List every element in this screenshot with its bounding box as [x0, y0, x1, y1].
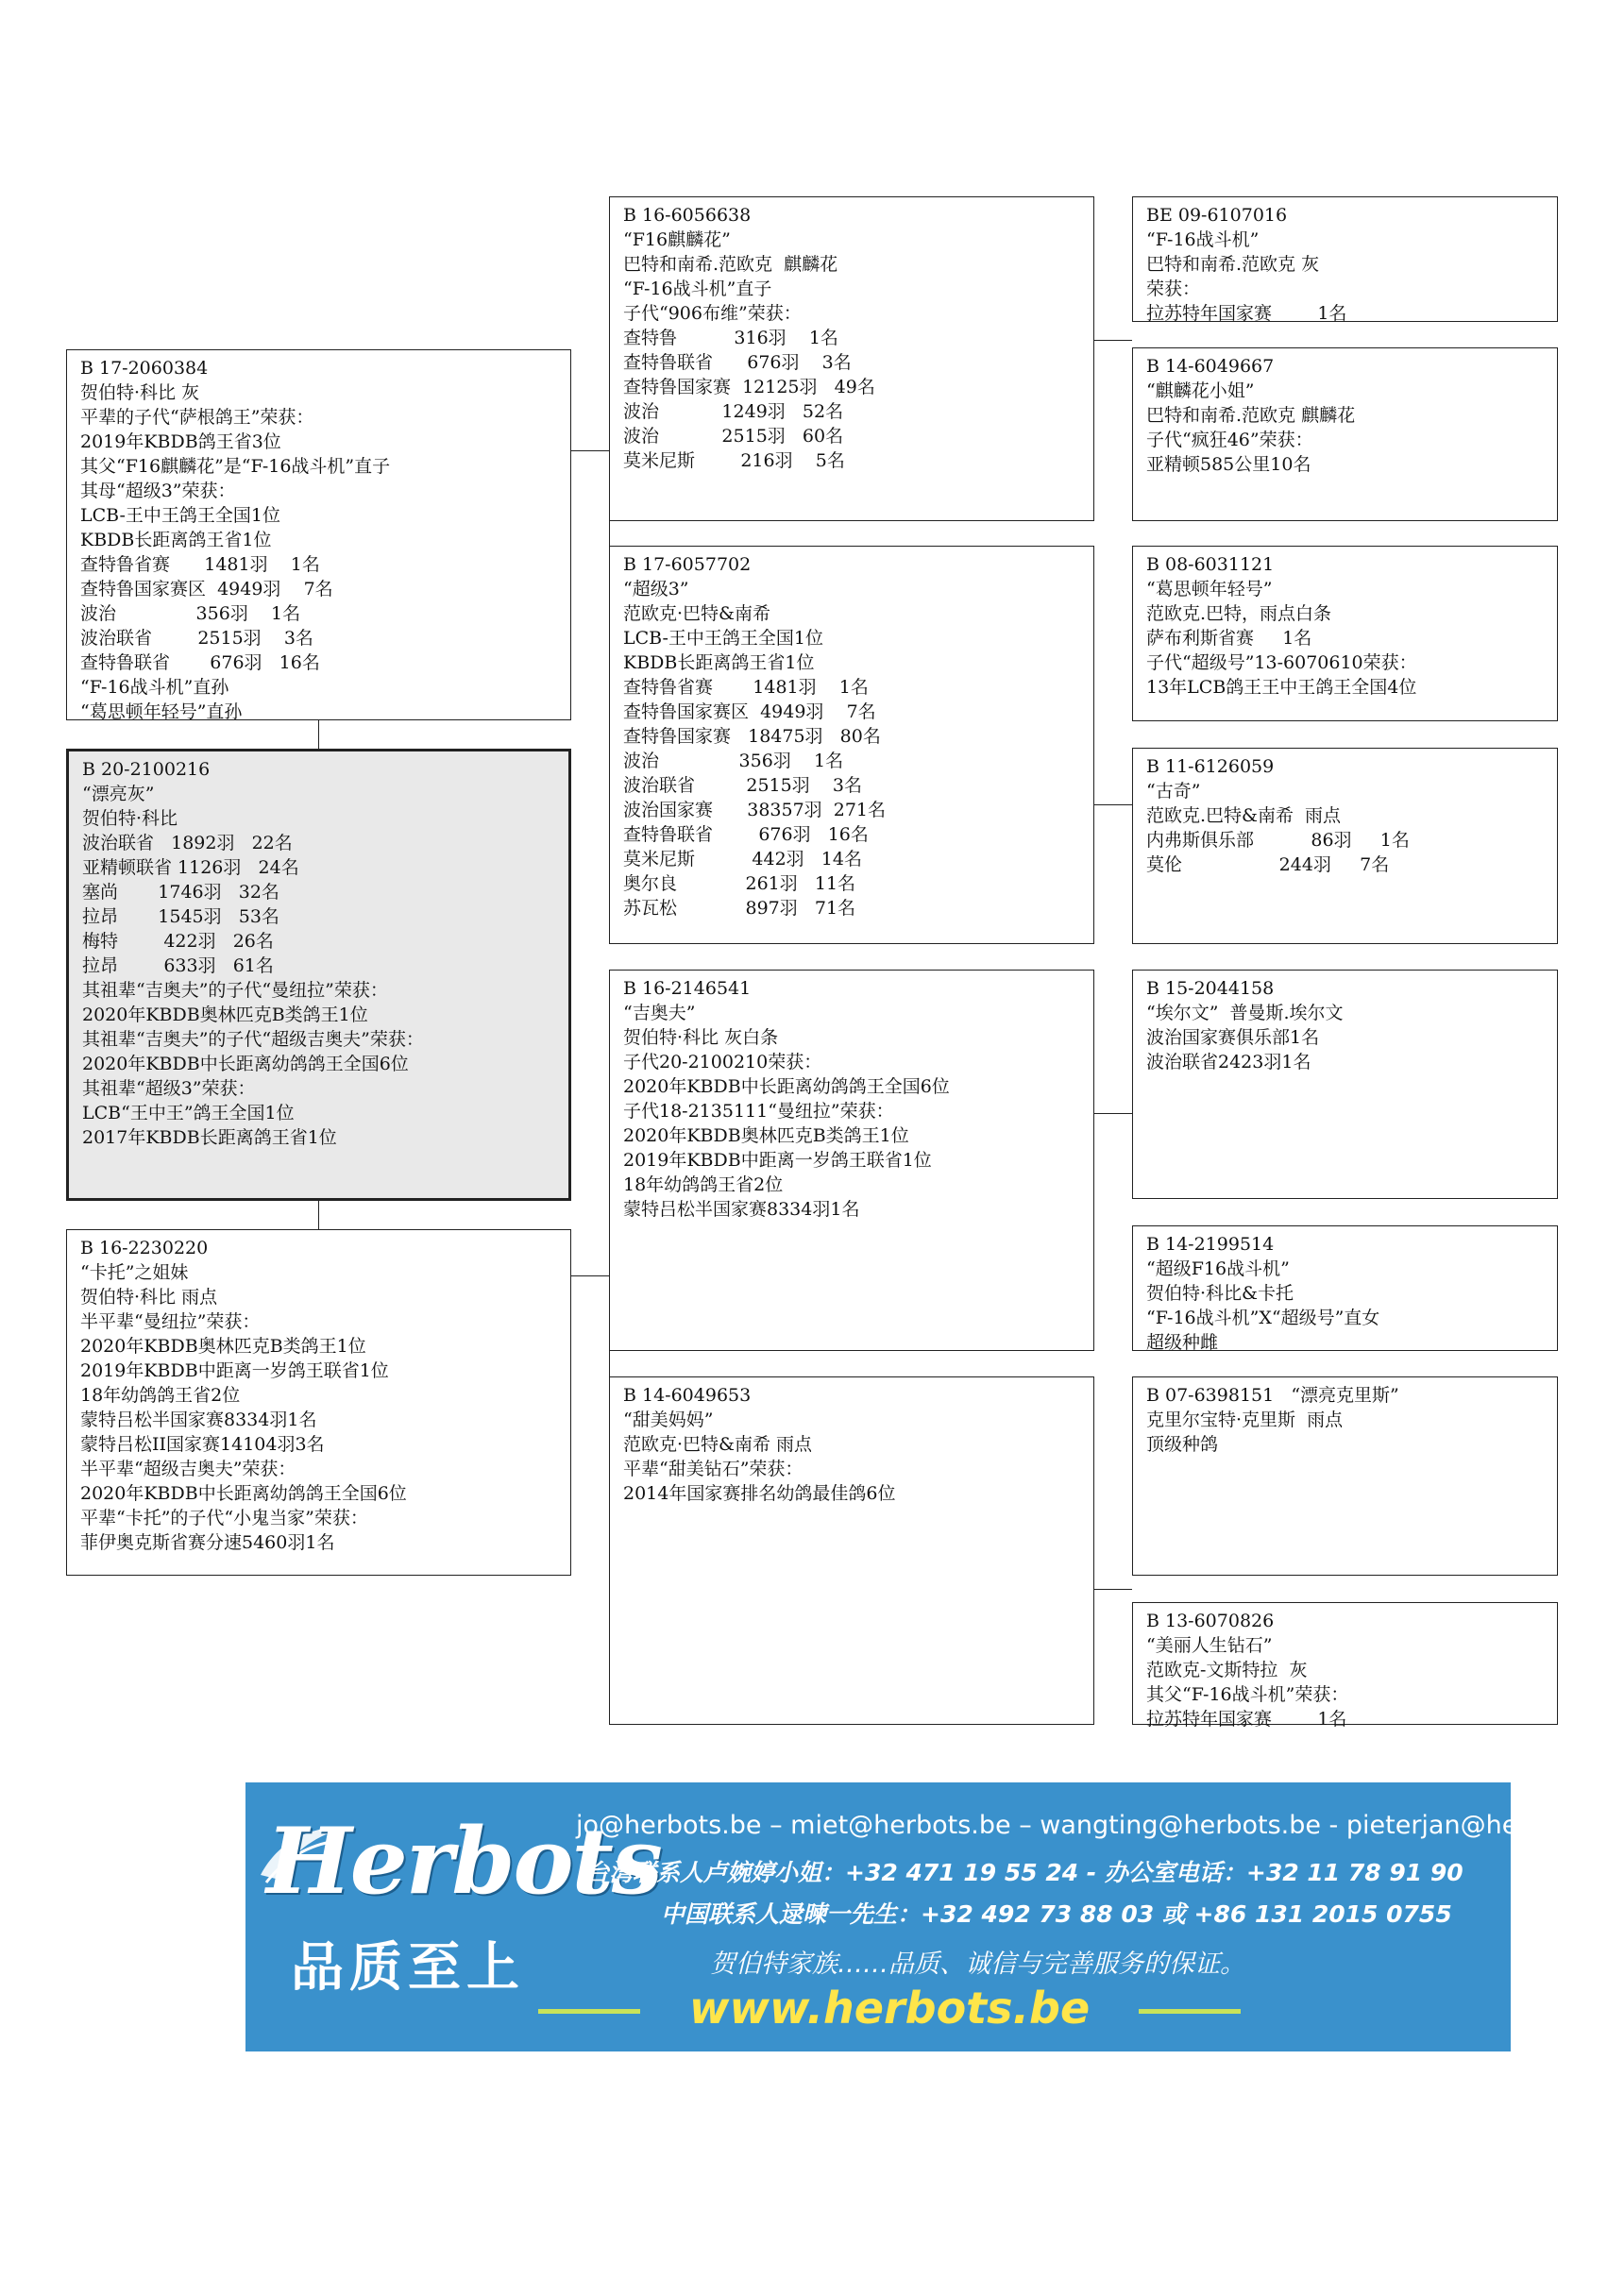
ds-line: 子代18-2135111“曼纽拉”荣获： — [623, 1101, 894, 1122]
pedigree-box-sire — [66, 349, 571, 720]
ds-ring-number: B 16-2146541 — [623, 978, 752, 999]
dd-line: 2014年国家赛排名幼鸽最佳鸽6位 — [623, 1483, 896, 1504]
sire-line: 其父“F16麒麟花”是“F-16战斗机”直子 — [80, 456, 391, 477]
dd-ring-number: B 14-6049653 — [623, 1385, 752, 1406]
sds-line: 子代“超级号”13-6070610荣获： — [1146, 652, 1417, 673]
dsd-line: 超级种雌 — [1146, 1332, 1219, 1353]
sss-line: 巴特和南希.范欧克 灰 — [1146, 254, 1320, 275]
ssd-line: “麒麟花小姐” — [1146, 380, 1255, 401]
dd-line: 范欧克·巴特&南希 雨点 — [623, 1434, 812, 1455]
subject-line: 2017年KBDB长距离鸽王省1位 — [82, 1127, 337, 1148]
herbots-logo: Herbots — [266, 1808, 661, 1915]
pedigree-box-dsd — [1132, 1225, 1558, 1351]
decorative-bar-left — [538, 2009, 640, 2014]
sds-line: 萨布利斯省赛 1名 — [1146, 628, 1312, 649]
ddd-ring-number: B 13-6070826 — [1146, 1611, 1275, 1631]
sd-line: 波治联省 2515羽 3名 — [623, 775, 862, 796]
sd-line: 查特鲁国家赛区 4949羽 7名 — [623, 701, 876, 722]
sd-line: 范欧克·巴特&南希 — [623, 603, 770, 624]
dds-ring-number: B 07-6398151 “漂亮克里斯” — [1146, 1385, 1399, 1406]
banner-contact-china: 中国联系人逯暕一先生：+32 492 73 88 03 或 +86 131 2015 0755 — [661, 1900, 1452, 1928]
sd-line: 查特鲁联省 676羽 16名 — [623, 824, 869, 845]
subject-line: 塞尚 1746羽 32名 — [82, 882, 279, 903]
decorative-bar-right — [1139, 2009, 1241, 2014]
ssd-line: 子代“疯狂46”荣获： — [1146, 430, 1313, 450]
sire-ring-number: B 17-2060384 — [80, 358, 209, 379]
pedigree-box-dam-dam — [609, 1376, 1094, 1725]
banner-emails[interactable]: jo@herbots.be – miet@herbots.be – wangting@herbots.be - pieterjan@herbots.be — [576, 1811, 1624, 1840]
subject-line: LCB“王中王”鸽王全国1位 — [82, 1103, 295, 1123]
connector — [1094, 1589, 1132, 1590]
ss-line: “F16麒麟花” — [623, 229, 731, 250]
ddd-line: 拉苏特年国家赛 1名 — [1146, 1709, 1347, 1730]
connector — [318, 720, 319, 749]
subject-line: 其祖辈“吉奥夫”的子代“超级吉奥夫”荣获： — [82, 1029, 424, 1050]
pedigree-box-sire-sire — [609, 196, 1094, 521]
subject-line: 2020年KBDB中长距离幼鸽鸽王全国6位 — [82, 1054, 409, 1074]
sire-line: 波治 356羽 1名 — [80, 603, 301, 624]
sd-line: 波治国家赛 38357羽 271名 — [623, 800, 887, 820]
sd-line: 苏瓦松 897羽 71名 — [623, 898, 856, 919]
dam-line: “卡托”之姐妹 — [80, 1262, 189, 1283]
dsd-line: 贺伯特·科比&卡托 — [1146, 1283, 1294, 1304]
sire-line: “葛思顿年轻号”直孙 — [80, 701, 243, 722]
dam-line: 2019年KBDB中距离一岁鸽王联省1位 — [80, 1360, 389, 1381]
subject-line: 梅特 422羽 26名 — [82, 931, 274, 952]
subject-line: 拉昂 633羽 61名 — [82, 955, 274, 976]
banner-website-link[interactable]: www.herbots.be — [689, 1983, 1091, 2034]
dsd-line: “F-16战斗机”X“超级号”直女 — [1146, 1308, 1380, 1328]
subject-line: 2020年KBDB奥林匹克B类鸽王1位 — [82, 1004, 368, 1025]
sd-line: KBDB长距离鸽王省1位 — [623, 652, 815, 673]
ds-line: 2020年KBDB奥林匹克B类鸽王1位 — [623, 1125, 909, 1146]
ss-line: 查特鲁 316羽 1名 — [623, 328, 838, 348]
sss-line: 拉苏特年国家赛 1名 — [1146, 303, 1347, 324]
banner-slogan: 品质至上 — [291, 1937, 525, 1999]
dsd-line: “超级F16战斗机” — [1146, 1258, 1290, 1279]
sd-ring-number: B 17-6057702 — [623, 554, 752, 575]
sdd-line: 内弗斯俱乐部 86羽 1名 — [1146, 830, 1410, 851]
ss-line: 波治 1249羽 52名 — [623, 401, 844, 422]
dd-line: “甜美妈妈” — [623, 1410, 714, 1430]
pedigree-box-dss — [1132, 970, 1558, 1199]
sss-line: “F-16战斗机” — [1146, 229, 1260, 250]
connector — [1094, 340, 1132, 341]
dss-line: 波治国家赛俱乐部1名 — [1146, 1027, 1320, 1048]
dam-line: 平辈“卡托”的子代“小鬼当家”荣获： — [80, 1508, 368, 1528]
connector — [1094, 804, 1132, 805]
dsd-ring-number: B 14-2199514 — [1146, 1234, 1275, 1255]
ds-line: 2019年KBDB中距离一岁鸽王联省1位 — [623, 1150, 932, 1171]
ds-line: “吉奥夫” — [623, 1003, 696, 1023]
ddd-line: 范欧克-文斯特拉 灰 — [1146, 1660, 1308, 1680]
ddd-line: 其父“F-16战斗机”荣获： — [1146, 1684, 1349, 1705]
dss-ring-number: B 15-2044158 — [1146, 978, 1275, 999]
dd-line: 平辈“甜美钻石”荣获： — [623, 1459, 804, 1479]
ddd-line: “美丽人生钻石” — [1146, 1635, 1273, 1656]
banner-contact-taiwan: 台湾联系人卢婉婷小姐：+32 471 19 55 24 - 办公室电话：+32 11 78 91 90 — [585, 1859, 1463, 1886]
sds-ring-number: B 08-6031121 — [1146, 554, 1275, 575]
ds-line: 贺伯特·科比 灰白条 — [623, 1027, 779, 1048]
ss-line: “F-16战斗机”直子 — [623, 279, 772, 299]
subject-ring-number: B 20-2100216 — [82, 759, 211, 780]
sire-line: 波治联省 2515羽 3名 — [80, 628, 313, 649]
sd-line: LCB-王中王鸽王全国1位 — [623, 628, 823, 649]
pedigree-box-dam — [66, 1229, 571, 1576]
pedigree-box-subject — [66, 749, 571, 1201]
ds-line: 2020年KBDB中长距离幼鸽鸽王全国6位 — [623, 1076, 950, 1097]
sds-line: 13年LCB鸽王王中王鸽王全国4位 — [1146, 677, 1417, 698]
subject-line: 贺伯特·科比 — [82, 808, 178, 829]
sd-line: 奥尔良 261羽 11名 — [623, 873, 856, 894]
sire-line: KBDB长距离鸽王省1位 — [80, 530, 272, 550]
herbots-banner — [245, 1782, 1624, 2051]
ss-line: 莫米尼斯 216羽 5名 — [623, 450, 845, 471]
sdd-line: “古奇” — [1146, 781, 1201, 802]
dam-line: 蒙特吕松II国家赛14104羽3名 — [80, 1434, 325, 1455]
sire-line: “F-16战斗机”直孙 — [80, 677, 229, 698]
dss-line: “埃尔文” 普曼斯.埃尔文 — [1146, 1003, 1344, 1023]
subject-line: 波治联省 1892羽 22名 — [82, 833, 293, 853]
sire-line: 查特鲁省赛 1481羽 1名 — [80, 554, 320, 575]
dam-line: 2020年KBDB中长距离幼鸽鸽王全国6位 — [80, 1483, 407, 1504]
dam-line: 2020年KBDB奥林匹克B类鸽王1位 — [80, 1336, 366, 1357]
dam-ring-number: B 16-2230220 — [80, 1238, 209, 1258]
sire-line: 其母“超级3”荣获： — [80, 481, 236, 501]
pedigree-box-ddd — [1132, 1602, 1558, 1730]
connector — [1094, 1113, 1132, 1114]
ds-line: 子代20-2100210荣获： — [623, 1052, 822, 1072]
ss-line: 查特鲁国家赛 12125羽 49名 — [623, 377, 875, 397]
sd-line: “超级3” — [623, 579, 689, 599]
connector — [318, 1201, 319, 1229]
sire-line: LCB-王中王鸽王全国1位 — [80, 505, 280, 526]
dam-line: 半平辈“曼纽拉”荣获： — [80, 1311, 261, 1332]
sd-line: 查特鲁国家赛 18475羽 80名 — [623, 726, 881, 747]
sire-line: 贺伯特·科比 灰 — [80, 382, 200, 403]
ssd-ring-number: B 14-6049667 — [1146, 356, 1275, 377]
ssd-line: 亚精顿585公里10名 — [1146, 454, 1311, 475]
dss-line: 波治联省2423羽1名 — [1146, 1052, 1311, 1072]
ds-line: 蒙特吕松半国家赛8334羽1名 — [623, 1199, 860, 1220]
subject-line: 拉昂 1545羽 53名 — [82, 906, 279, 927]
sd-line: 莫米尼斯 442羽 14名 — [623, 849, 862, 869]
sds-line: “葛思顿年轻号” — [1146, 579, 1273, 599]
pedigree-box-sdd — [1132, 748, 1558, 944]
sire-line: 查特鲁联省 676羽 16名 — [80, 652, 320, 673]
dam-line: 18年幼鸽鸽王省2位 — [80, 1385, 241, 1406]
dds-line: 克里尔宝特·克里斯 雨点 — [1146, 1410, 1344, 1430]
subject-name: “漂亮灰” — [82, 784, 155, 804]
connector — [571, 1275, 609, 1276]
ss-ring-number: B 16-6056638 — [623, 205, 752, 226]
dam-line: 半平辈“超级吉奥夫”荣获： — [80, 1459, 296, 1479]
sire-line: 2019年KBDB鸽王省3位 — [80, 431, 281, 452]
sdd-line: 莫伦 244羽 7名 — [1146, 854, 1390, 875]
ss-line: 查特鲁联省 676羽 3名 — [623, 352, 852, 373]
pedigree-box-dam-sire — [609, 970, 1094, 1351]
sds-line: 范欧克.巴特，雨点白条 — [1146, 603, 1332, 624]
subject-line: 其祖辈“超级3”荣获： — [82, 1078, 256, 1099]
sd-line: 查特鲁省赛 1481羽 1名 — [623, 677, 869, 698]
sire-line: 平辈的子代“萨根鸽王”荣获： — [80, 407, 314, 428]
sdd-line: 范欧克.巴特&南希 雨点 — [1146, 805, 1342, 826]
sss-line: 荣获： — [1146, 279, 1201, 299]
ss-line: 波治 2515羽 60名 — [623, 426, 844, 447]
pedigree-box-ssd — [1132, 347, 1558, 521]
banner-guarantee: 贺伯特家族……品质、诚信与完善服务的保证。 — [710, 1950, 1245, 1979]
subject-line: 其祖辈“吉奥夫”的子代“曼纽拉”荣获： — [82, 980, 388, 1001]
pedigree-box-dds — [1132, 1376, 1558, 1576]
subject-line: 亚精顿联省 1126羽 24名 — [82, 857, 299, 878]
ss-line: 巴特和南希.范欧克 麒麟花 — [623, 254, 838, 275]
pedigree-box-sss — [1132, 196, 1558, 322]
ss-line: 子代“906布维”荣获： — [623, 303, 802, 324]
sd-line: 波治 356羽 1名 — [623, 751, 844, 771]
ds-line: 18年幼鸽鸽王省2位 — [623, 1174, 784, 1195]
ssd-line: 巴特和南希.范欧克 麒麟花 — [1146, 405, 1356, 426]
pedigree-box-sds — [1132, 546, 1558, 721]
connector — [571, 450, 609, 451]
dam-line: 蒙特吕松半国家赛8334羽1名 — [80, 1410, 317, 1430]
dds-line: 顶级种鸽 — [1146, 1434, 1219, 1455]
dam-line: 贺伯特·科比 雨点 — [80, 1287, 218, 1308]
pedigree-box-sire-dam — [609, 546, 1094, 944]
sdd-ring-number: B 11-6126059 — [1146, 756, 1275, 777]
dam-line: 菲伊奥克斯省赛分速5460羽1名 — [80, 1532, 335, 1553]
sss-ring-number: BE 09-6107016 — [1146, 205, 1288, 226]
sire-line: 查特鲁国家赛区 4949羽 7名 — [80, 579, 333, 599]
